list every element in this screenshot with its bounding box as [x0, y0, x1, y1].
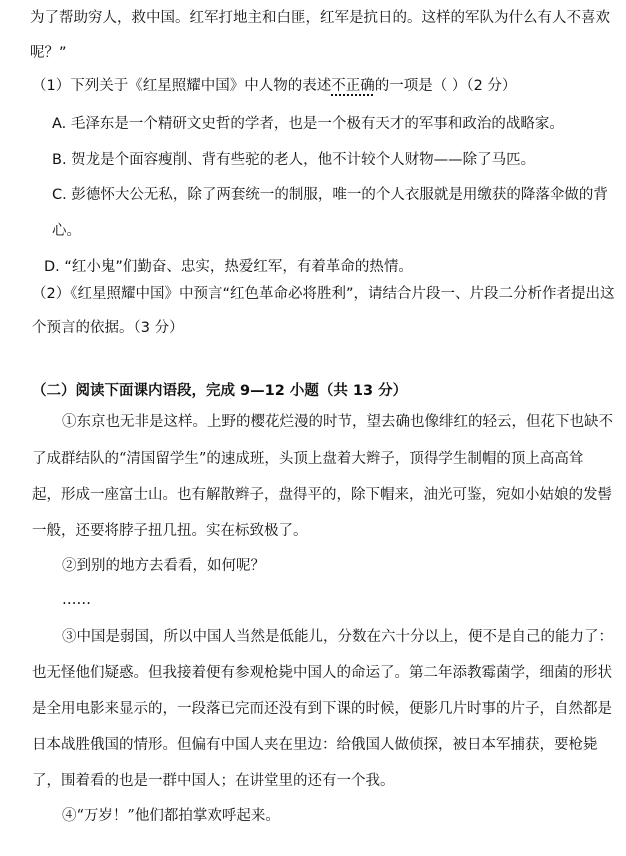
- option-c-line-2: 心。: [52, 223, 81, 239]
- passage-3-line-4: 日本战胜俄国的情形。但偏有中国人夹在里边：给俄国人做侦探，被日本军捕获，要枪毙: [32, 737, 598, 753]
- option-d: D. “红小鬼”们勤奋、忠实，热爱红军，有着革命的热情。: [44, 259, 413, 275]
- passage-1-line-3: 起，形成一座富士山。也有解散辫子，盘得平的，除下帽来，油光可鉴，宛如小姑娘的发髻: [32, 487, 612, 503]
- text-line-2: 呢？”: [30, 45, 67, 61]
- question-1-prefix: （1）下列关于《红星照耀中国》中人物的表述: [32, 78, 332, 94]
- question-1-suffix: 的一项是（ ）（2 分）: [374, 78, 517, 94]
- section-heading: （二）阅读下面课内语段，完成 9—12 小题（共 13 分）: [32, 383, 408, 399]
- text-line-1: 为了帮助穷人，救中国。红军打地主和白匪，红军是抗日的。这样的军队为什么有人不喜欢: [30, 10, 610, 26]
- option-b: B. 贺龙是个面容瘦削、背有些驼的老人，他不计较个人财物——除了马匹。: [52, 152, 536, 168]
- passage-2: ②到别的地方去看看，如何呢？: [62, 558, 265, 574]
- passage-1-line-2: 了成群结队的“清国留学生”的速成班，头顶上盘着大辫子，顶得学生制帽的顶上高高耸: [32, 451, 584, 467]
- passage-ellipsis: ……: [62, 592, 91, 608]
- passage-3-line-1: ③中国是弱国，所以中国人当然是低能儿，分数在六十分以上，便不是自己的能力了：: [62, 629, 613, 645]
- option-a: A. 毛泽东是一个精研文史哲的学者，也是一个极有天才的军事和政治的战略家。: [52, 116, 564, 132]
- passage-3-line-5: 了，围着看的也是一群中国人；在讲堂里的还有一个我。: [32, 773, 395, 789]
- passage-4: ④“万岁！”他们都拍掌欢呼起来。: [62, 808, 280, 824]
- passage-3-line-3: 是全用电影来显示的，一段落已完而还没有到下课的时候，便影几片时事的片子，自然都是: [32, 701, 612, 717]
- passage-1-line-4: 一般，还要将脖子扭几扭。实在标致极了。: [32, 523, 308, 539]
- question-2-line-2: 个预言的依据。（3 分）: [32, 320, 184, 336]
- question-1: [32, 76, 516, 96]
- option-c-line-1: C. 彭德怀大公无私，除了两套统一的制服，唯一的个人衣服就是用缴获的降落伞做的背: [52, 187, 608, 203]
- passage-1-line-1: ①东京也无非是这样。上野的樱花烂漫的时节，望去确也像绯红的轻云，但花下也缺不: [62, 414, 613, 430]
- passage-3-line-2: 也无怪他们疑惑。但我接着便有参观枪毙中国人的命运了。第二年添教霉菌学，细菌的形状: [32, 665, 612, 681]
- question-2-line-1: （2）《红星照耀中国》中预言“红色革命必将胜利”，请结合片段一、片段二分析作者提出这: [32, 286, 615, 302]
- question-1-emphasis: 不正确: [331, 78, 375, 94]
